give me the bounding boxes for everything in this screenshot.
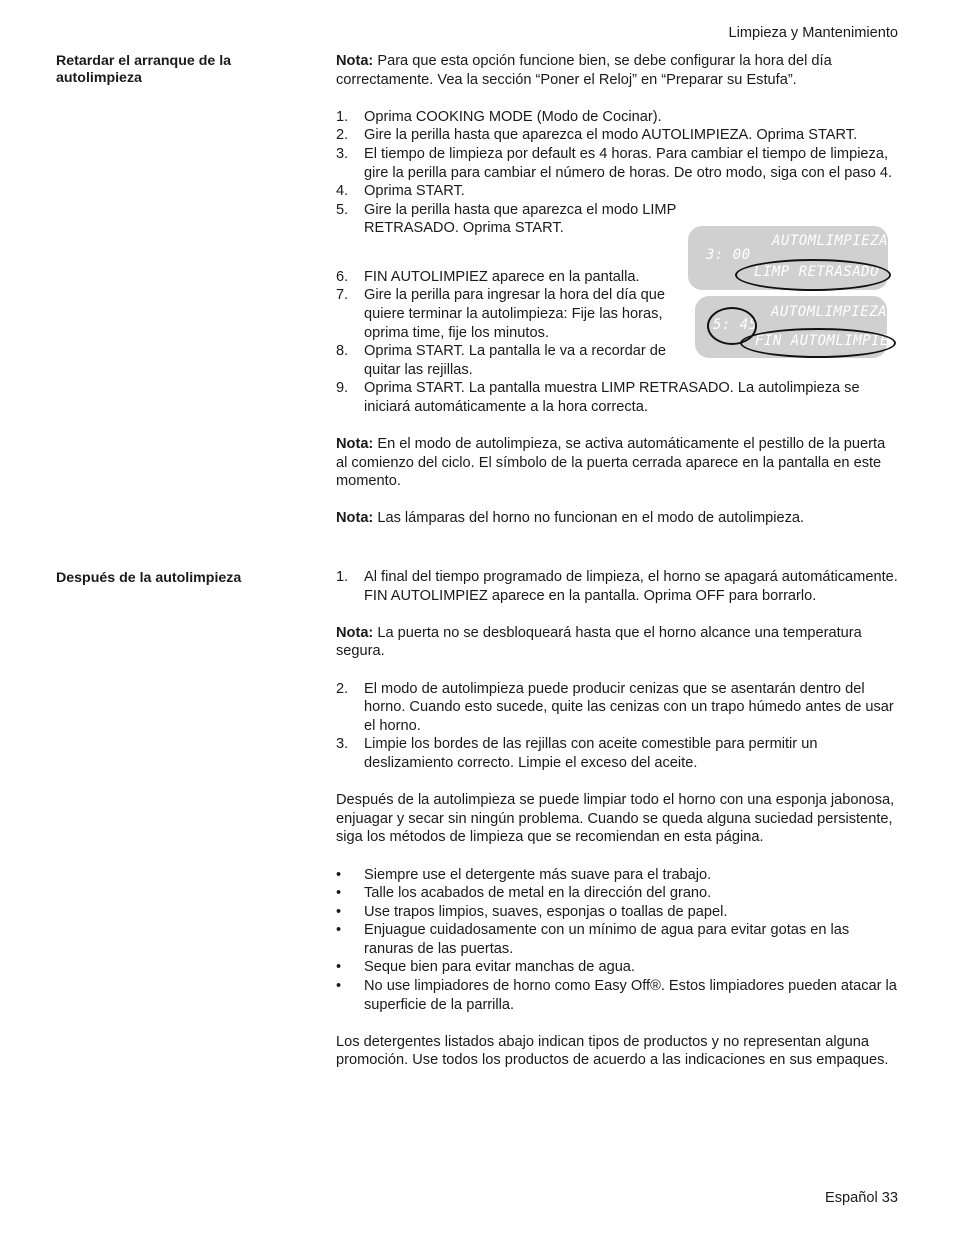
list-item: 1. Al final del tiempo programado de limpieza, el horno se apagará automáticamente. FIN AUTOLIMPIEZ aparece en la pantalla. Oprima OFF para borrarlo. bbox=[336, 569, 898, 604]
display-status: LIMP RETRASADO bbox=[754, 264, 880, 280]
note-door-unlock: Nota: La puerta no se desbloqueará hasta que el horno alcance una temperatura segura. bbox=[336, 624, 862, 660]
list-item: • Talle los acabados de metal en la dirección del grano. bbox=[336, 885, 712, 902]
list-item: • Siempre use el detergente más suave para el trabajo. bbox=[336, 866, 712, 883]
note-lamps: Nota: Las lámparas del horno no funcionan en el modo de autolimpieza. bbox=[336, 510, 805, 527]
paragraph-cleaning: Después de la autolimpieza se puede limpiar todo el horno con una esponja jabonosa, enjuagar y secar sin ningún problema. Cuando se queda alguna suciedad persistente, siga los métodos de limpieza que se recomiendan en esta página. bbox=[336, 792, 895, 846]
list-item: • Use trapos limpios, suaves, esponjas o toallas de papel. bbox=[336, 903, 728, 920]
list-item: 6. FIN AUTOLIMPIEZ aparece en la pantalla. bbox=[336, 268, 640, 285]
note-clock: Nota: Para que esta opción funcione bien, se debe configurar la hora del día correctamente. Vea la sección “Poner el Reloj” en “Preparar su Estufa”. bbox=[336, 53, 832, 88]
list-item: • No use limpiadores de horno como Easy Off®. Estos limpiadores pueden atacar la superficie de la parrilla. bbox=[336, 978, 897, 1013]
list-item: 2. El modo de autolimpieza puede producir cenizas que se asentarán dentro del horno. Cuando esto sucede, quite las cenizas con un trapo húmedo antes de usar el horno. bbox=[336, 680, 894, 734]
section-after-cleaning-body bbox=[336, 568, 898, 1070]
paragraph-detergents: Los detergentes listados abajo indican tipos de productos y no representan alguna promoción. Use todos los productos de acuerdo a las indicaciones en sus empaques. bbox=[336, 1033, 889, 1069]
list-item: 9. Oprima START. La pantalla muestra LIMP RETRASADO. La autolimpieza se iniciará automáticamente a la hora correcta. bbox=[336, 380, 860, 415]
list-item: 3. Limpie los bordes de las rejillas con aceite comestible para permitir un deslizamiento correcto. Limpie el exceso del aceite. bbox=[336, 736, 818, 771]
highlight-circle bbox=[740, 328, 896, 358]
steps-list bbox=[336, 568, 898, 605]
list-item: • Enjuague cuidadosamente con un mínimo de agua para evitar gotas en las ranuras de las puertas. bbox=[336, 922, 850, 957]
display-time: 3: 00 bbox=[706, 247, 751, 263]
display-mode: AUTOMLIMPIEZA bbox=[772, 233, 889, 249]
list-item: 5. Gire la perilla hasta que aparezca el modo LIMP RETRASADO. Oprima START. bbox=[336, 201, 677, 237]
highlight-circle bbox=[735, 259, 891, 291]
tips-list bbox=[336, 866, 898, 1015]
list-item: • Seque bien para evitar manchas de agua. bbox=[336, 959, 635, 976]
display-mode: AUTOMLIMPIEZA bbox=[771, 304, 888, 320]
list-item: 1. Oprima COOKING MODE (Modo de Cocinar). bbox=[336, 108, 662, 125]
section-heading-after-cleaning: Después de la autolimpieza bbox=[56, 570, 242, 586]
page-header: Limpieza y Mantenimiento bbox=[728, 25, 898, 41]
list-item: 4. Oprima START. bbox=[336, 183, 465, 200]
list-item: 2. Gire la perilla hasta que aparezca el modo AUTOLIMPIEZA. Oprima START. bbox=[336, 127, 858, 144]
note-door-lock: Nota: En el modo de autolimpieza, se activa automáticamente el pestillo de la puerta al comienzo del ciclo. El símbolo de la puerta cerrada aparece en la pantalla en este momento. bbox=[336, 436, 886, 490]
page-number: Español 33 bbox=[824, 1190, 898, 1206]
display-status: FIN AUTOMLIMPIEZ bbox=[755, 333, 898, 349]
display-time: 5: 45 bbox=[713, 317, 758, 333]
list-item: 3. El tiempo de limpieza por default es 4 horas. Para cambiar el tiempo de limpieza, gire la perilla para cambiar el número de horas. De otro modo, siga con el paso 4. bbox=[336, 145, 893, 181]
list-item: 7. Gire la perilla para ingresar la hora del día que quiere terminar la autolimpieza: Fije las horas, oprima time, fije los minutos. bbox=[336, 287, 665, 341]
section-heading-delayed-start: Retardar el arranque de la autolimpieza bbox=[56, 53, 232, 86]
steps-list bbox=[336, 680, 898, 773]
list-item: 8. Oprima START. La pantalla le va a recordar de quitar las rejillas. bbox=[336, 343, 667, 378]
